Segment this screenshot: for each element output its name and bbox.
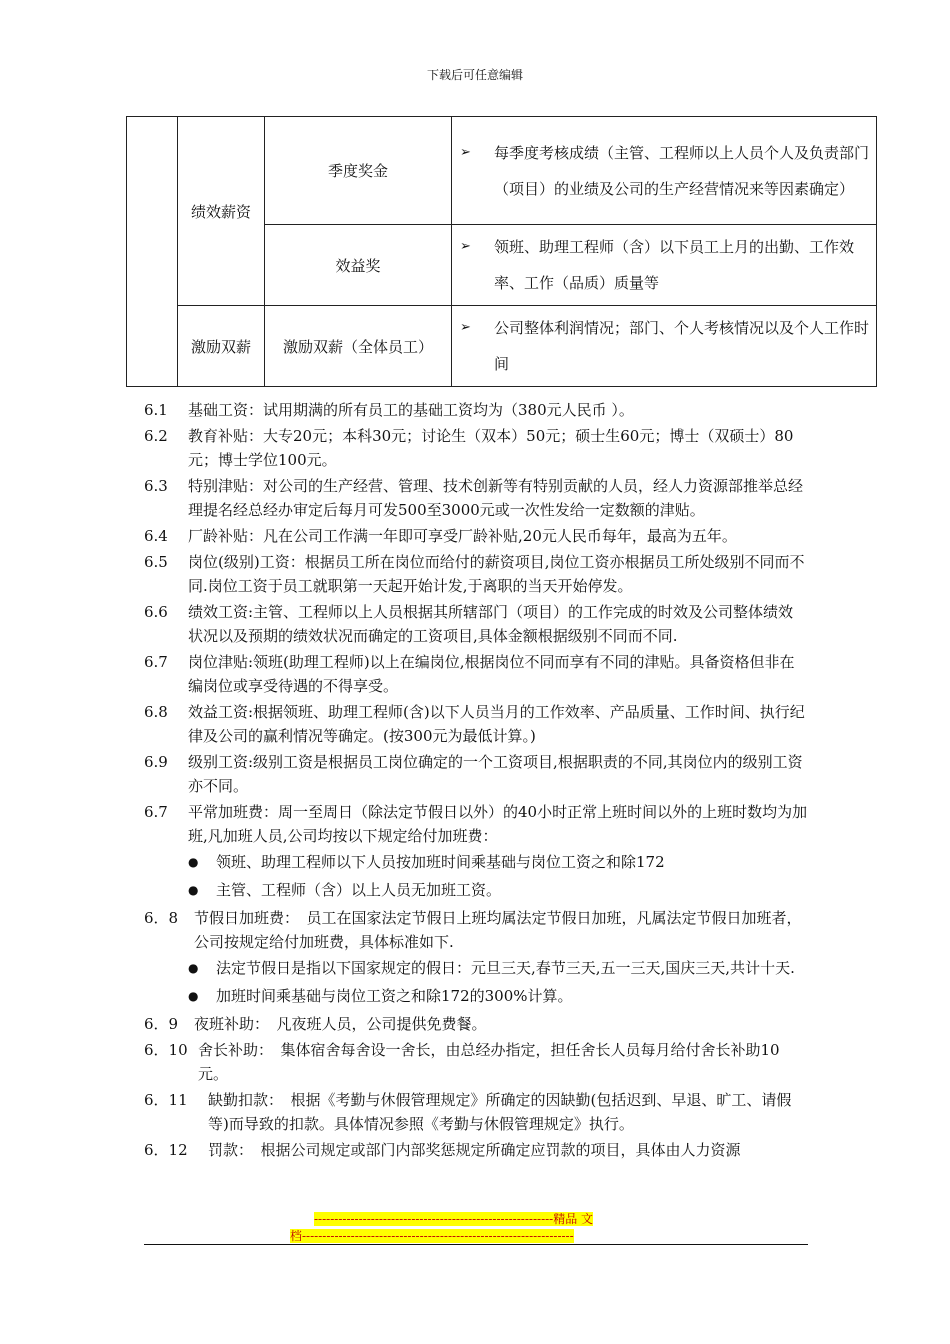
clause-number: 6．12 — [144, 1141, 188, 1159]
clause-text: 教育补贴：大专20元；本科30元；讨论生（双本）50元；硕士生60元；博士（双硕士）80元；博士学位100元。 — [188, 427, 794, 469]
desc-text: 公司整体利润情况；部门、个人考核情况以及个人工作时间 — [494, 319, 870, 373]
policy-content — [144, 398, 808, 1164]
clause-text: 缺勤扣款： 根据《考勤与休假管理规定》所确定的因缺勤(包括迟到、早退、旷工、请假等)而导致的扣款。具体情况参照《考勤与休假管理规定》执行。 — [208, 1091, 792, 1133]
clause-number: 6.9 — [144, 753, 168, 771]
clause-holiday — [144, 906, 808, 954]
clause-number: 6.8 — [144, 703, 168, 721]
item-cell: 激励双薪（全体员工） — [265, 306, 452, 387]
bullet-dot-icon: ● — [188, 989, 199, 1003]
clause — [144, 524, 808, 548]
clause-number: 6.5 — [144, 553, 168, 571]
clause-number: 6.6 — [144, 603, 168, 621]
item-cell: 效益奖 — [265, 225, 452, 306]
list-item — [188, 984, 808, 1008]
list-item — [188, 956, 808, 980]
bullet-dot-icon: ● — [188, 855, 199, 869]
clause-text: 岗位津贴:领班(助理工程师)以上在编岗位,根据岗位不同而享有不同的津贴。具备资格但非在编岗位或享受待遇的不得享受。 — [188, 653, 795, 695]
clause-text: 罚款： 根据公司规定或部门内部奖惩规定所确定应罚款的项目，具体由人力资源 — [208, 1141, 741, 1159]
clause — [144, 1088, 808, 1136]
clause-number: 6.2 — [144, 427, 168, 445]
clause-text: 节假日加班费： 员工在国家法定节假日上班均属法定节假日加班，凡属法定节假日加班者，公司按规定给付加班费，具体标准如下. — [194, 909, 802, 951]
clause-number: 6．11 — [144, 1091, 188, 1109]
clause-text: 特别津贴：对公司的生产经营、管理、技术创新等有特别贡献的人员，经人力资源部推举总经理提名经总经办审定后每月可发500至3000元或一次性发给一定数额的津贴。 — [188, 477, 804, 519]
clause-number: 6.7 — [144, 653, 168, 671]
desc-cell — [452, 225, 877, 306]
category-cell: 绩效薪资 — [178, 117, 265, 306]
clause — [144, 474, 808, 522]
clause-number: 6．9 — [144, 1015, 179, 1033]
footer-rule — [144, 1244, 808, 1245]
clause-text: 平常加班费：周一至周日（除法定节假日以外）的40小时正常上班时间以外的上班时数均为加班,凡加班人员,公司均按以下规定给付加班费： — [188, 803, 808, 845]
clause-text: 基础工资：试用期满的所有员工的基础工资均为（380元人民币 ）。 — [188, 401, 634, 419]
clause-number: 6.1 — [144, 401, 168, 419]
clause-number: 6.3 — [144, 477, 168, 495]
list-item-text: 领班、助理工程师以下人员按加班时间乘基础与岗位工资之和除172 — [216, 853, 665, 871]
clause-overtime — [144, 800, 808, 848]
footer-line-1: -----------------------------------------------------------精品 文 — [314, 1212, 594, 1226]
list-item-text: 法定节假日是指以下国家规定的假日：元旦三天,春节三天,五一三天,国庆三天,共计十天. — [216, 959, 795, 977]
table-blank-column — [127, 117, 178, 387]
clause-text: 级别工资:级别工资是根据员工岗位确定的一个工资项目,根据职责的不同,其岗位内的级别工资亦不同。 — [188, 753, 803, 795]
clause — [144, 700, 808, 748]
list-item-text: 加班时间乘基础与岗位工资之和除172的300%计算。 — [216, 987, 573, 1005]
clause-number: 6．8 — [144, 909, 179, 927]
clause-text: 效益工资:根据领班、助理工程师(含)以下人员当月的工作效率、产品质量、工作时间、执行纪律及公司的赢利情况等确定。(按300元为最低计算。) — [188, 703, 805, 745]
item-cell: 季度奖金 — [265, 117, 452, 225]
footer-line-2: 档------------------------------------------------------------------- — [290, 1229, 574, 1243]
clause — [144, 650, 808, 698]
arrow-bullet-icon: ➢ — [460, 320, 471, 335]
bullet-dot-icon: ● — [188, 883, 199, 897]
list-item — [188, 850, 808, 874]
footer-watermark — [290, 1211, 660, 1245]
clause-number: 6．10 — [144, 1041, 188, 1059]
page-header: 下载后可任意编辑 — [426, 68, 523, 82]
list-item-text: 主管、工程师（含）以上人员无加班工资。 — [216, 881, 502, 899]
clause — [144, 750, 808, 798]
clause — [144, 398, 808, 422]
clause-text: 岗位(级别)工资：根据员工所在岗位而给付的薪资项目,岗位工资亦根据员工所处级别不同而不同.岗位工资于员工就职第一天起开始计发,于离职的当天开始停发。 — [188, 553, 805, 595]
desc-text: 领班、助理工程师（含）以下员工上月的出勤、工作效率、工作（品质）质量等 — [494, 238, 855, 292]
desc-text: 每季度考核成绩（主管、工程师以上人员个人及负责部门（项目）的业绩及公司的生产经营情况来等因素确定） — [494, 143, 870, 198]
bullet-dot-icon: ● — [188, 961, 199, 975]
clause-number: 6.4 — [144, 527, 168, 545]
desc-cell — [452, 306, 877, 387]
list-item — [188, 878, 808, 902]
desc-cell — [452, 117, 877, 225]
clause — [144, 424, 808, 472]
salary-table — [126, 116, 877, 387]
arrow-bullet-icon: ➢ — [460, 239, 471, 254]
clause-number: 6.7 — [144, 803, 168, 821]
clause-text: 舍长补助： 集体宿舍每舍设一舍长，由总经办指定，担任舍长人员每月给付舍长补助10元。 — [198, 1041, 780, 1083]
clause — [144, 1012, 808, 1036]
clause — [144, 600, 808, 648]
clause — [144, 1138, 808, 1162]
clause-text: 绩效工资:主管、工程师以上人员根据其所辖部门（项目）的工作完成的时效及公司整体绩效状况以及预期的绩效状况而确定的工资项目,具体金额根据级别不同而不同. — [188, 603, 794, 645]
arrow-bullet-icon: ➢ — [460, 144, 471, 160]
clause — [144, 550, 808, 598]
clause — [144, 1038, 808, 1086]
clause-text: 厂龄补贴：凡在公司工作满一年即可享受厂龄补贴,20元人民币每年，最高为五年。 — [188, 527, 737, 545]
clause-text: 夜班补助： 凡夜班人员，公司提供免费餐。 — [194, 1015, 487, 1033]
category-cell: 激励双薪 — [178, 306, 265, 387]
